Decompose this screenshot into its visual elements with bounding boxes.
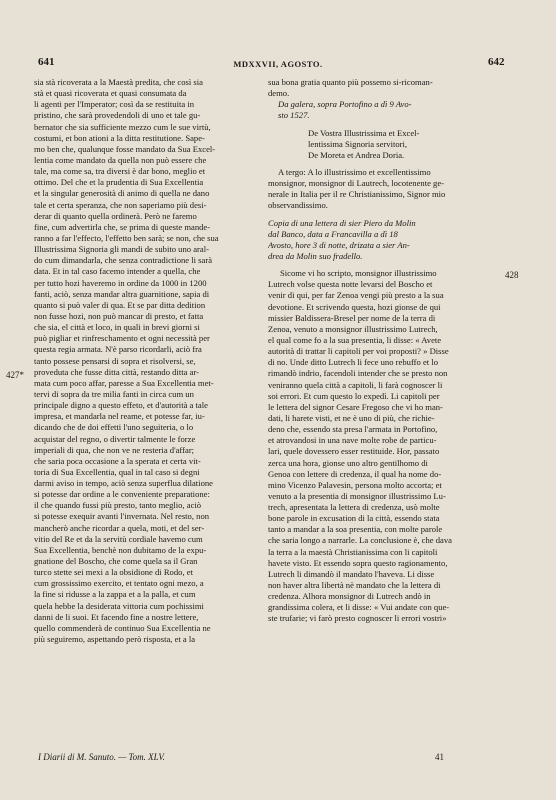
left-column-line: più seguiremo, aspettando però risposta, et a la <box>34 634 196 645</box>
right-heading-line: dal Banco, data a Francavilla a dì 18 <box>268 228 398 239</box>
left-column-line: mata cum poco affar, paresse a Sua Excellentia met- <box>34 377 214 388</box>
left-column-line: non fusse hozi, non può mancar di presto, et fatta <box>34 310 204 321</box>
right-body-line: venir di qui, per far Zenoa vengi più presto a la sua <box>268 290 444 301</box>
right-body-line: bone parole in excusation di la città, essendo stata <box>268 513 440 524</box>
right-body-line: havete visto. Et essendo sopra questo ragionamento, <box>268 557 448 568</box>
right-body-line: mino Vicenzo Palavesin, persona molto accorta; et <box>268 479 442 490</box>
left-column-line: che sia, el città et loco, in quali in brevi giorni si <box>34 322 200 333</box>
left-column-line: acquistar del regno, o divertir talmente le forze <box>34 433 196 444</box>
right-body-line: grandissima colera, et li disse: « Vui andate con que- <box>268 602 450 613</box>
left-column-line: vitio del Re et da la servitù cordiale havemo cum <box>34 533 203 544</box>
right-tergo-line: A tergo: A lo illustrissimo et excellentissimo <box>278 166 431 177</box>
left-column-line: bernator che sia sufficiente mezzo cum le sue virtù, <box>34 121 211 132</box>
right-body-line: lari, quele dovessero esser restituide. Hor, passato <box>268 446 440 457</box>
left-column-line: proveduta che fusse ditta città, restando ditta ar- <box>34 366 199 377</box>
left-column-line: impresa, et mandarla nel reame, et potesse far, iu- <box>34 411 205 422</box>
right-heading-line: Copia di una lettera di sier Piero da Molin <box>268 217 416 228</box>
right-body-line: tanto a mandar a la soa presentia, con molte parole <box>268 524 443 535</box>
right-column <box>268 77 494 625</box>
letter-heading <box>268 218 494 263</box>
left-column-line: pristino, che sarà provedendoli di uno et tale gu- <box>34 110 201 121</box>
left-column-line: gnatione del Boscho, che come quela sa il Gran <box>34 556 198 567</box>
left-column-line: Illustrissima Signoria gli mandi de subito uno aral- <box>34 244 209 255</box>
right-body-line: et atrovandosi in una nave molte robe de particu- <box>268 435 437 446</box>
margin-number-left: 427* <box>6 370 24 380</box>
left-column-line: derar di quanto quella ordinerà. Però ne faremo <box>34 210 197 221</box>
left-column-line: si potesse dar ordine a le conveniente preparatione: <box>34 489 210 500</box>
right-body-line: zerca una hora, gionse uno altro gentilhomo di <box>268 457 428 468</box>
left-column-line: tervi di sopra da tre milia fanti in circa cum un <box>34 388 194 399</box>
right-body-line: trech, apresentata la lettera di credenza, usò molte <box>268 502 440 513</box>
left-column <box>34 77 254 645</box>
right-body-line: rimandò indrio, facendoli intender che se presto non <box>268 368 448 379</box>
right-body-line: dati, li harete visti, et ne è uno di più, che richie- <box>268 412 435 423</box>
left-column-line: questa regia armata. N'è parso ricordarli, aciò fra <box>34 344 202 355</box>
left-column-line: li agenti per l'Imperator; così da se restituita in <box>34 99 195 110</box>
left-column-line: per tutto hozi haveremo in ordine da 1000 in 1200 <box>34 277 207 288</box>
right-body-line: Lutrech li dimandò il mandato l'haveva. Li disse <box>268 568 435 579</box>
left-column-line: fine, cum advertirla che, se prima di queste mande- <box>34 221 211 232</box>
right-body-line: Lutrech volse questa notte levarsi del Boscho et <box>268 279 433 290</box>
left-column-line: quela hebbe la desiderata vittoria cum pochissimi <box>34 600 204 611</box>
left-column-line: mancherò anche ricordar a quela, moti, et del ser- <box>34 522 205 533</box>
footer-title: I Diarii di M. Sanuto. — Tom. XLV. <box>38 752 165 762</box>
left-column-line: costumi, et bon ationi a la ditta restitutione. Sape- <box>34 132 205 143</box>
left-column-line: che saria poca occasione a la sperata et certa vit- <box>34 455 201 466</box>
right-tergo-line: nerale in Italia per il re Christianissimo, Signor mio <box>268 189 446 200</box>
running-header: MDXXVII, AGOSTO. <box>233 59 323 69</box>
right-column-letter-end-line: Da galera, sopra Portofino a dì 9 Avo- <box>278 99 412 110</box>
margin-number-right: 428 <box>505 270 519 280</box>
left-column-line: si potesse exequir avanti l'invernata. Nel resto, non <box>34 511 210 522</box>
left-column-line: turco stette sei mexi a la obsidione di Rodo, et <box>34 567 193 578</box>
right-body-line: missier Baldissera-Bresel per nome de la terra di <box>268 312 436 323</box>
left-column-line: danni de li suoi. Et facendo fine a nostre lettere, <box>34 611 199 622</box>
left-column-line: sia stà ricoverata a la Maestà predita, che così sia <box>34 77 203 87</box>
right-signature-line: lentissima Signoria servitori, <box>308 138 408 149</box>
right-heading-line: Avosto, hore 3 di notte, drizata a sier An- <box>268 239 410 250</box>
left-column-line: fanti, aciò, senza mandar altra guarnitione, sapia di <box>34 288 210 299</box>
left-column-line: et la singular generosità di animo di quella ne dano <box>34 188 210 199</box>
right-signature-line: De Moreta et Andrea Doria. <box>308 149 405 160</box>
right-body-line: Sicome vi ho scripto, monsignor illustrissimo <box>280 268 437 279</box>
left-column-line: ranno a far l'effecto, l'effetto ben sarà; se non, che sua <box>34 232 219 243</box>
left-page-number: 641 <box>38 56 55 68</box>
left-column-line: Sua Excellentia, benchè non dubitamo de la expu- <box>34 544 207 555</box>
right-body-line: el qual come fo a la sua presentia, li disse: « Avete <box>268 334 442 345</box>
left-column-line: tanto possese pensarsi di sopra et risolversi, se, <box>34 355 196 366</box>
right-column-letter-end-line: demo. <box>268 88 290 99</box>
left-column-line: il che quando fussi più presto, tanto meglio, aciò <box>34 500 202 511</box>
right-body-line: venuto a la presentia di monsignor illustrissimo Lu- <box>268 490 446 501</box>
right-body-line: ste trufarie; vi farò presto cognoscer li errori vostri» <box>268 613 447 624</box>
left-column-line: stà et quasi ricoverata et quasi consumata da <box>34 88 187 99</box>
right-body-line: la terra a la maestà Christianissima con li capitoli <box>268 546 438 557</box>
left-column-line: mo ben che, qualunque fosse mandato da Sua Excel- <box>34 143 216 154</box>
signature-mark: 41 <box>435 752 444 762</box>
right-body-line: devotione. Et scrivendo questa, hozi gionse de qui <box>268 301 441 312</box>
right-page-number: 642 <box>488 56 505 68</box>
right-column-letter-end-line: sto 1527. <box>278 110 310 121</box>
right-heading-line: drea da Molin suo fradello. <box>268 250 363 261</box>
left-column-line: principale digno a questo effeto, et d'autorità a tale <box>34 400 208 411</box>
right-body-line: Genoa con lettere di credenza, il qual ha nome do- <box>268 468 442 479</box>
left-column-line: tale et certa speranza, che non saperiamo più desi- <box>34 199 207 210</box>
left-column-line: dicando che de doi effetti l'uno seguiteria, o lo <box>34 422 194 433</box>
right-body-line: autorità di trattar li capitoli per voi proposti? » Disse <box>268 346 449 357</box>
letter-signature <box>268 128 494 161</box>
right-body-line: soi errori. Et cum questo lo expedì. Li capitoli per <box>268 390 440 401</box>
left-column-line: toria di Sua Excellentia, qual in tal caso si degni <box>34 466 200 477</box>
right-column-letter-end-line: sua bona gratia quanto più possemo si-ricoman- <box>268 77 433 87</box>
left-column-line: quello commenderà de continuo Sua Excellentia ne <box>34 622 211 633</box>
left-column-line: tale, ma come sa, tra diversi è dar bono, meglio et <box>34 166 206 177</box>
right-tergo-line: observandissimo. <box>268 200 328 211</box>
left-column-line: cum grossissimo exercito, et tentato ogni mezo, a <box>34 578 204 589</box>
left-column-line: può pigliar et rinfreschamento et ogni necessità per <box>34 333 210 344</box>
letter-body <box>268 268 494 625</box>
right-body-line: veniranno quela città a capitoli, li farà cognoscer li <box>268 379 443 390</box>
right-body-line: credenza. Alhora monsignor di Lutrech andò in <box>268 591 431 602</box>
left-column-line: data. Et in tal caso facemo intender a quella, che <box>34 266 201 277</box>
left-column-line: quanto si può valer di qua. Et se par ditta dedition <box>34 299 206 310</box>
right-body-line: deno che, essendo sta presa l'armata in Portofino, <box>268 424 438 435</box>
left-column-line: imperiali di qua, che non ve ne resteria d'affar; <box>34 444 195 455</box>
left-column-line: lentia come mandato da quella non può essere che <box>34 154 207 165</box>
right-body-line: non haver altra libertà nè mandato che la lettera di <box>268 580 441 591</box>
left-column-line: la fine si ridusse a la zappa et a la palla, et cum <box>34 589 196 600</box>
letter-closing <box>268 77 494 122</box>
left-column-line: do cum dimandarla, che senza contradictione li sarà <box>34 255 213 266</box>
right-body-line: che saria longo a narrarle. La conclusione è, che dava <box>268 535 452 546</box>
right-body-line: Zenoa, venuto a monsignor illustrissimo Lutrech, <box>268 323 438 334</box>
letter-address <box>268 167 494 212</box>
left-column-line: darmi aviso in tempo, aciò senza superflua dilatione <box>34 478 213 489</box>
right-tergo-line: monsignor, monsignor di Lautrech, locotenente ge- <box>268 178 445 189</box>
right-body-line: di no. Unde ditto Lutrech li fece uno rebuffo et lo <box>268 357 438 368</box>
right-body-line: le lettera del signor Cesare Fregoso che vi ho man- <box>268 401 443 412</box>
right-signature-line: De Vostra Illustrissima et Excel- <box>308 127 420 138</box>
left-column-line: ottimo. Del che et la prudentia di Sua Excellentia <box>34 177 204 188</box>
